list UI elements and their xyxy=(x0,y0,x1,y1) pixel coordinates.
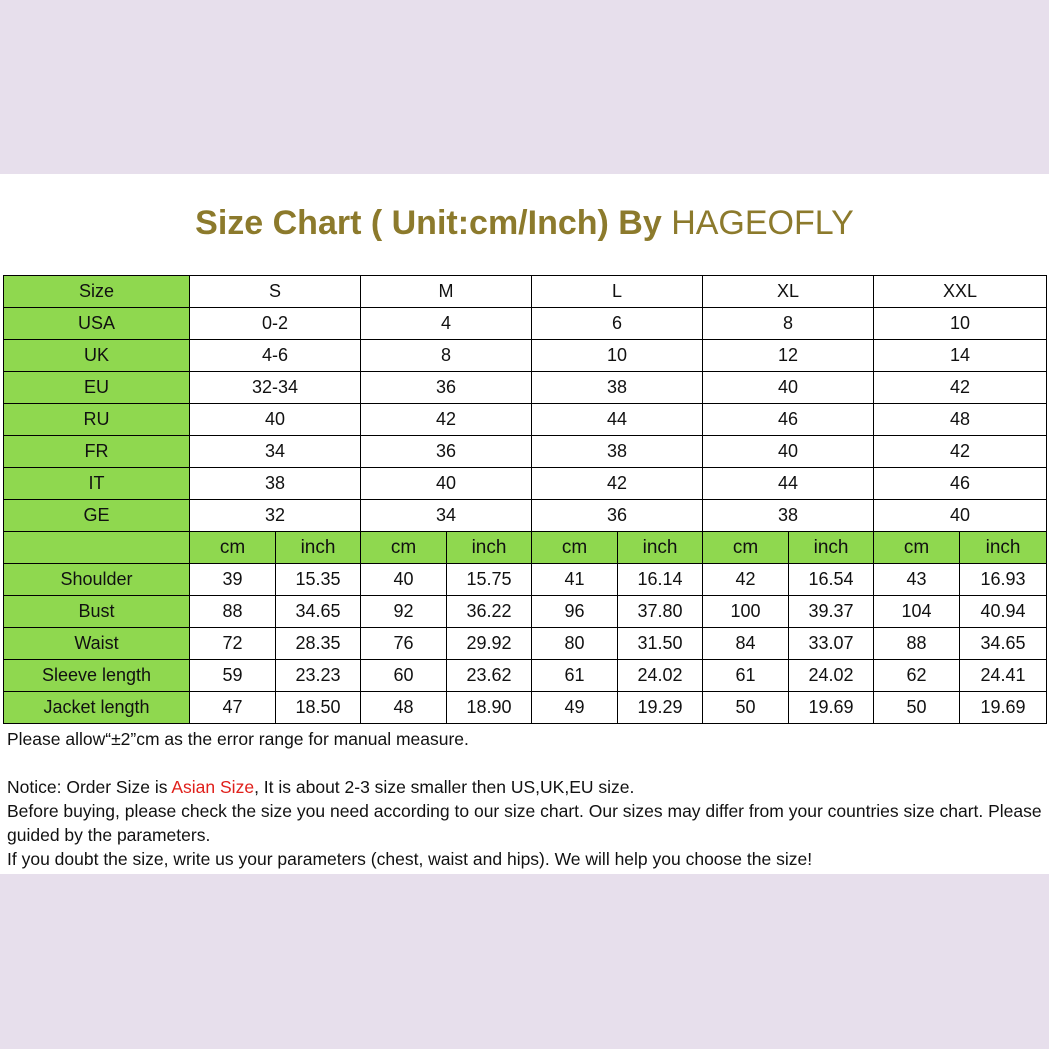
before-buying-note: Before buying, please check the size you need according to our size chart. Our sizes may differ from your countries size chart. Please guided by the parameters. xyxy=(7,801,1042,845)
unit-inch-cell: inch xyxy=(447,532,532,564)
table-cell: 29.92 xyxy=(447,628,532,660)
table-cell: 24.02 xyxy=(789,660,874,692)
table-row-size xyxy=(4,276,1047,308)
table-cell: 19.29 xyxy=(618,692,703,724)
table-cell: 80 xyxy=(532,628,618,660)
table-cell: 19.69 xyxy=(789,692,874,724)
table-cell: 46 xyxy=(874,468,1047,500)
row-label: Shoulder xyxy=(4,564,190,596)
table-cell: 37.80 xyxy=(618,596,703,628)
table-cell: 92 xyxy=(361,596,447,628)
row-label: Waist xyxy=(4,628,190,660)
table-cell: 43 xyxy=(874,564,960,596)
table-cell: 38 xyxy=(532,436,703,468)
table-row xyxy=(4,404,1047,436)
table-row xyxy=(4,564,1047,596)
table-cell: 34.65 xyxy=(960,628,1047,660)
table-cell: 24.41 xyxy=(960,660,1047,692)
table-cell: 60 xyxy=(361,660,447,692)
table-cell: 31.50 xyxy=(618,628,703,660)
table-cell: 36.22 xyxy=(447,596,532,628)
table-cell: 28.35 xyxy=(276,628,361,660)
table-cell: 33.07 xyxy=(789,628,874,660)
table-row xyxy=(4,500,1047,532)
table-cell: 23.62 xyxy=(447,660,532,692)
row-label: Size xyxy=(4,276,190,308)
table-cell: 38 xyxy=(703,500,874,532)
table-cell: 49 xyxy=(532,692,618,724)
table-cell: 16.14 xyxy=(618,564,703,596)
table-cell: 104 xyxy=(874,596,960,628)
asian-size-highlight: Asian Size xyxy=(171,777,255,797)
table-cell: 34 xyxy=(361,500,532,532)
table-cell: 40 xyxy=(874,500,1047,532)
row-label: Jacket length xyxy=(4,692,190,724)
table-cell: 18.50 xyxy=(276,692,361,724)
table-cell: 84 xyxy=(703,628,789,660)
unit-cm-cell: cm xyxy=(190,532,276,564)
table-cell: 40 xyxy=(361,564,447,596)
size-header-cell: XXL xyxy=(874,276,1047,308)
table-cell: 72 xyxy=(190,628,276,660)
table-cell: 0-2 xyxy=(190,308,361,340)
table-cell: 88 xyxy=(874,628,960,660)
table-cell: 10 xyxy=(532,340,703,372)
table-cell: 48 xyxy=(874,404,1047,436)
table-row xyxy=(4,340,1047,372)
table-row xyxy=(4,468,1047,500)
table-cell: 76 xyxy=(361,628,447,660)
table-row-units xyxy=(4,532,1047,564)
unit-inch-cell: inch xyxy=(960,532,1047,564)
notice-prefix: Notice: Order Size is xyxy=(7,777,172,797)
table-cell: 12 xyxy=(703,340,874,372)
table-cell: 41 xyxy=(532,564,618,596)
error-range-note: Please allow“±2”cm as the error range for manual measure. xyxy=(7,729,469,749)
table-cell: 50 xyxy=(874,692,960,724)
doubt-note: If you doubt the size, write us your parameters (chest, waist and hips). We will help you choose the size! xyxy=(7,849,813,869)
table-cell: 50 xyxy=(703,692,789,724)
table-cell: 38 xyxy=(190,468,361,500)
table-cell: 16.93 xyxy=(960,564,1047,596)
table-cell: 42 xyxy=(532,468,703,500)
size-table xyxy=(3,275,1047,724)
table-cell: 40.94 xyxy=(960,596,1047,628)
table-cell: 15.35 xyxy=(276,564,361,596)
table-cell: 16.54 xyxy=(789,564,874,596)
table-row xyxy=(4,596,1047,628)
row-label: Bust xyxy=(4,596,190,628)
unit-inch-cell: inch xyxy=(789,532,874,564)
table-cell: 42 xyxy=(874,436,1047,468)
table-cell: 39 xyxy=(190,564,276,596)
table-row xyxy=(4,436,1047,468)
unit-cm-cell: cm xyxy=(874,532,960,564)
bottom-band xyxy=(0,874,1049,1049)
table-row xyxy=(4,372,1047,404)
table-cell: 6 xyxy=(532,308,703,340)
table-cell: 59 xyxy=(190,660,276,692)
unit-inch-cell: inch xyxy=(276,532,361,564)
notice-suffix: , It is about 2-3 size smaller then US,UK,EU size. xyxy=(254,777,635,797)
table-row xyxy=(4,628,1047,660)
size-header-cell: XL xyxy=(703,276,874,308)
table-cell: 42 xyxy=(874,372,1047,404)
size-header-cell: S xyxy=(190,276,361,308)
table-cell: 48 xyxy=(361,692,447,724)
table-cell: 8 xyxy=(361,340,532,372)
table-cell: 34.65 xyxy=(276,596,361,628)
table-cell: 4-6 xyxy=(190,340,361,372)
table-cell: 34 xyxy=(190,436,361,468)
notes xyxy=(7,727,1043,871)
table-cell: 61 xyxy=(532,660,618,692)
row-label: USA xyxy=(4,308,190,340)
table-cell: 42 xyxy=(361,404,532,436)
table-cell: 18.90 xyxy=(447,692,532,724)
table-cell: 40 xyxy=(703,372,874,404)
row-label: EU xyxy=(4,372,190,404)
table-cell: 40 xyxy=(190,404,361,436)
table-cell: 44 xyxy=(703,468,874,500)
chart-title-main: Size Chart ( Unit:cm/Inch) By xyxy=(195,204,662,242)
table-cell: 24.02 xyxy=(618,660,703,692)
unit-cm-cell: cm xyxy=(703,532,789,564)
table-cell: 96 xyxy=(532,596,618,628)
size-chart-sheet xyxy=(0,174,1049,874)
size-header-cell: L xyxy=(532,276,703,308)
size-header-cell: M xyxy=(361,276,532,308)
row-label xyxy=(4,532,190,564)
row-label: FR xyxy=(4,436,190,468)
table-row xyxy=(4,692,1047,724)
table-row xyxy=(4,308,1047,340)
table-cell: 8 xyxy=(703,308,874,340)
unit-cm-cell: cm xyxy=(532,532,618,564)
table-cell: 38 xyxy=(532,372,703,404)
table-cell: 36 xyxy=(532,500,703,532)
notice-note xyxy=(7,775,1043,799)
table-cell: 88 xyxy=(190,596,276,628)
spacer xyxy=(7,751,1043,775)
unit-inch-cell: inch xyxy=(618,532,703,564)
table-cell: 36 xyxy=(361,372,532,404)
table-cell: 42 xyxy=(703,564,789,596)
table-cell: 4 xyxy=(361,308,532,340)
table-cell: 32 xyxy=(190,500,361,532)
table-cell: 14 xyxy=(874,340,1047,372)
table-cell: 36 xyxy=(361,436,532,468)
table-cell: 10 xyxy=(874,308,1047,340)
chart-title xyxy=(0,204,1049,243)
table-cell: 40 xyxy=(703,436,874,468)
table-cell: 62 xyxy=(874,660,960,692)
table-cell: 19.69 xyxy=(960,692,1047,724)
table-cell: 44 xyxy=(532,404,703,436)
table-cell: 40 xyxy=(361,468,532,500)
row-label: IT xyxy=(4,468,190,500)
table-cell: 32-34 xyxy=(190,372,361,404)
row-label: Sleeve length xyxy=(4,660,190,692)
row-label: UK xyxy=(4,340,190,372)
table-cell: 46 xyxy=(703,404,874,436)
row-label: RU xyxy=(4,404,190,436)
table-cell: 47 xyxy=(190,692,276,724)
table-cell: 61 xyxy=(703,660,789,692)
table-cell: 15.75 xyxy=(447,564,532,596)
top-band xyxy=(0,0,1049,174)
unit-cm-cell: cm xyxy=(361,532,447,564)
table-row xyxy=(4,660,1047,692)
row-label: GE xyxy=(4,500,190,532)
table-cell: 23.23 xyxy=(276,660,361,692)
chart-title-brand: HAGEOFLY xyxy=(671,204,854,242)
table-cell: 100 xyxy=(703,596,789,628)
table-cell: 39.37 xyxy=(789,596,874,628)
